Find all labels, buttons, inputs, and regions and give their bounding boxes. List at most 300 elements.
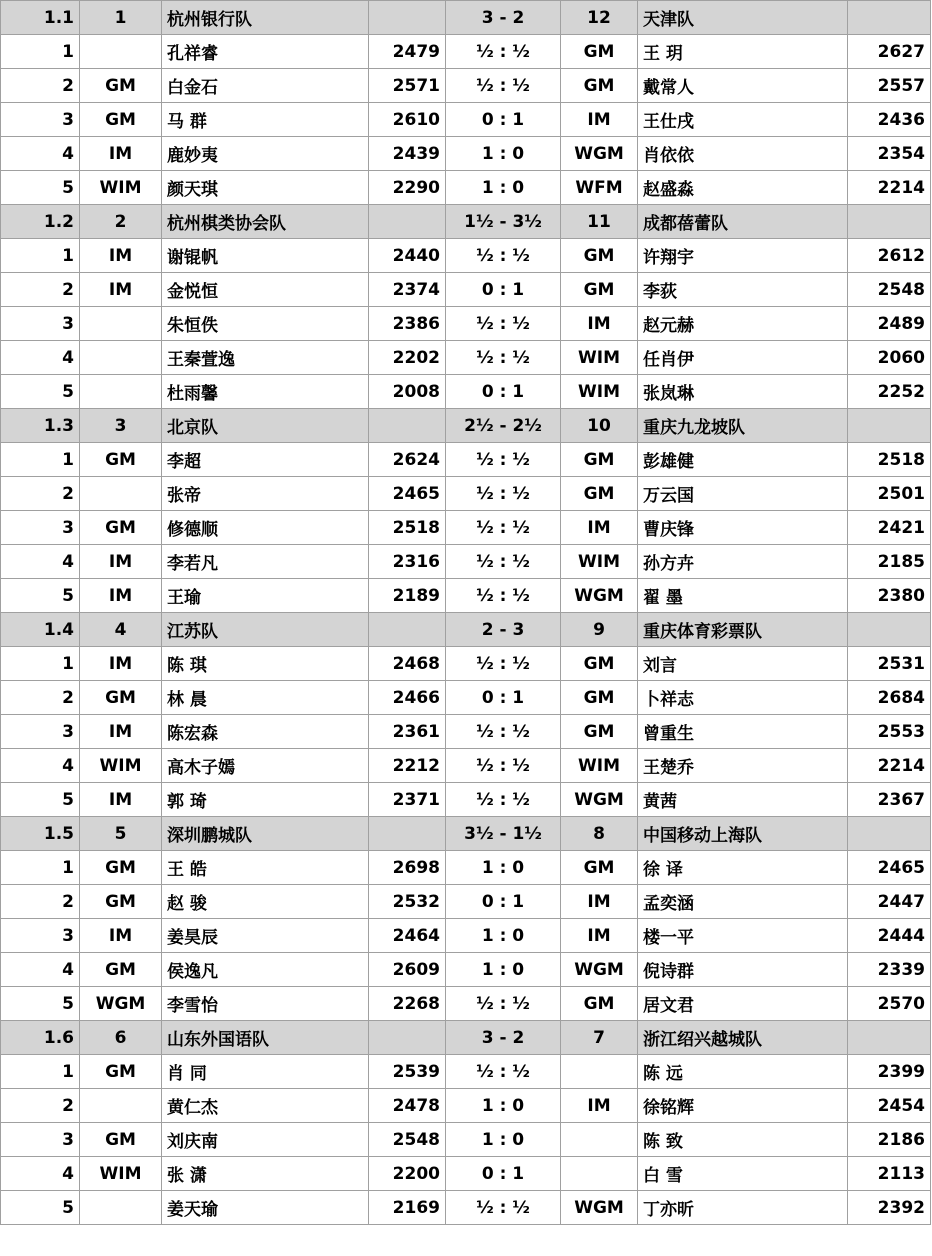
home-player-name: 张 潇 (162, 1157, 369, 1191)
away-player-rating: 2444 (848, 919, 931, 953)
home-player-name: 白金石 (162, 69, 369, 103)
match-number: 1.4 (1, 613, 80, 647)
home-player-title (80, 375, 162, 409)
game-result: ½ : ½ (446, 341, 561, 375)
away-player-title: WIM (561, 749, 638, 783)
board-row (1, 103, 931, 137)
away-player-title: GM (561, 443, 638, 477)
away-player-title: GM (561, 35, 638, 69)
home-player-title: GM (80, 1055, 162, 1089)
board-row (1, 69, 931, 103)
away-player-title: IM (561, 511, 638, 545)
home-team-name: 江苏队 (162, 613, 369, 647)
home-player-rating: 2479 (369, 35, 446, 69)
away-player-title (561, 1123, 638, 1157)
board-row (1, 783, 931, 817)
board-number: 1 (1, 239, 80, 273)
match-header-row (1, 205, 931, 239)
away-player-name: 许翔宇 (638, 239, 848, 273)
board-row (1, 681, 931, 715)
home-player-name: 杜雨馨 (162, 375, 369, 409)
home-player-title: WIM (80, 749, 162, 783)
game-result: ½ : ½ (446, 511, 561, 545)
board-row (1, 171, 931, 205)
home-player-rating: 2532 (369, 885, 446, 919)
home-player-name: 侯逸凡 (162, 953, 369, 987)
match-number: 1.3 (1, 409, 80, 443)
board-row (1, 885, 931, 919)
home-player-rating: 2548 (369, 1123, 446, 1157)
away-player-rating: 2436 (848, 103, 931, 137)
board-number: 3 (1, 919, 80, 953)
away-player-name: 孟奕涵 (638, 885, 848, 919)
away-player-rating: 2214 (848, 171, 931, 205)
home-player-name: 修德顺 (162, 511, 369, 545)
match-header-row (1, 613, 931, 647)
home-player-rating: 2189 (369, 579, 446, 613)
home-player-name: 颜天琪 (162, 171, 369, 205)
board-row (1, 953, 931, 987)
home-player-title: IM (80, 919, 162, 953)
game-result: ½ : ½ (446, 579, 561, 613)
home-player-rating: 2290 (369, 171, 446, 205)
board-number: 2 (1, 477, 80, 511)
board-number: 4 (1, 953, 80, 987)
away-player-rating: 2399 (848, 1055, 931, 1089)
board-number: 2 (1, 273, 80, 307)
board-number: 5 (1, 987, 80, 1021)
away-player-name: 陈 远 (638, 1055, 848, 1089)
home-player-title: GM (80, 443, 162, 477)
game-result: 0 : 1 (446, 885, 561, 919)
away-player-rating: 2214 (848, 749, 931, 783)
away-player-name: 丁亦昕 (638, 1191, 848, 1225)
away-player-name: 徐铭辉 (638, 1089, 848, 1123)
away-team-number: 9 (561, 613, 638, 647)
board-row (1, 137, 931, 171)
game-result: ½ : ½ (446, 647, 561, 681)
board-row (1, 35, 931, 69)
game-result: 0 : 1 (446, 681, 561, 715)
away-player-rating: 2380 (848, 579, 931, 613)
away-player-title: IM (561, 919, 638, 953)
away-player-rating: 2447 (848, 885, 931, 919)
away-player-title: WFM (561, 171, 638, 205)
home-team-number: 4 (80, 613, 162, 647)
board-number: 3 (1, 307, 80, 341)
game-result: ½ : ½ (446, 1055, 561, 1089)
away-team-name: 成都蓓蕾队 (638, 205, 848, 239)
away-player-name: 曾重生 (638, 715, 848, 749)
home-player-title: GM (80, 851, 162, 885)
away-player-title: GM (561, 477, 638, 511)
home-player-rating: 2008 (369, 375, 446, 409)
away-player-title: GM (561, 69, 638, 103)
away-team-name: 天津队 (638, 1, 848, 35)
board-number: 4 (1, 137, 80, 171)
away-player-rating: 2185 (848, 545, 931, 579)
home-player-name: 王秦萱逸 (162, 341, 369, 375)
match-score: 3½ - 1½ (446, 817, 561, 851)
home-player-rating: 2518 (369, 511, 446, 545)
home-player-name: 王瑜 (162, 579, 369, 613)
home-player-title: WIM (80, 1157, 162, 1191)
away-team-rating-empty (848, 1021, 931, 1055)
home-player-rating: 2571 (369, 69, 446, 103)
away-player-rating: 2186 (848, 1123, 931, 1157)
away-player-rating: 2060 (848, 341, 931, 375)
home-player-rating: 2361 (369, 715, 446, 749)
board-number: 5 (1, 783, 80, 817)
home-player-title: GM (80, 511, 162, 545)
board-number: 4 (1, 749, 80, 783)
board-number: 3 (1, 511, 80, 545)
game-result: 0 : 1 (446, 103, 561, 137)
home-team-name: 山东外国语队 (162, 1021, 369, 1055)
game-result: 1 : 0 (446, 1089, 561, 1123)
home-player-name: 陈 琪 (162, 647, 369, 681)
home-player-title (80, 307, 162, 341)
away-player-name: 白 雪 (638, 1157, 848, 1191)
away-player-name: 任肖伊 (638, 341, 848, 375)
home-team-name: 北京队 (162, 409, 369, 443)
game-result: 1 : 0 (446, 953, 561, 987)
board-row (1, 919, 931, 953)
home-player-name: 孔祥睿 (162, 35, 369, 69)
home-player-title (80, 1191, 162, 1225)
away-player-title: GM (561, 715, 638, 749)
away-player-title (561, 1157, 638, 1191)
away-team-number: 11 (561, 205, 638, 239)
board-number: 1 (1, 1055, 80, 1089)
away-player-name: 万云国 (638, 477, 848, 511)
game-result: 1 : 0 (446, 171, 561, 205)
board-row (1, 341, 931, 375)
board-row (1, 545, 931, 579)
away-player-title: WGM (561, 1191, 638, 1225)
away-player-name: 黄茜 (638, 783, 848, 817)
board-number: 3 (1, 715, 80, 749)
away-player-title: IM (561, 885, 638, 919)
away-player-name: 肖依依 (638, 137, 848, 171)
away-player-rating: 2501 (848, 477, 931, 511)
away-player-rating: 2354 (848, 137, 931, 171)
home-player-rating: 2698 (369, 851, 446, 885)
home-player-name: 李若凡 (162, 545, 369, 579)
away-player-name: 王楚乔 (638, 749, 848, 783)
away-player-name: 居文君 (638, 987, 848, 1021)
home-player-rating: 2202 (369, 341, 446, 375)
board-row (1, 1191, 931, 1225)
away-player-title: WGM (561, 579, 638, 613)
home-player-name: 谢锟帆 (162, 239, 369, 273)
home-player-rating: 2478 (369, 1089, 446, 1123)
home-player-title: IM (80, 579, 162, 613)
match-score: 1½ - 3½ (446, 205, 561, 239)
home-team-name: 杭州棋类协会队 (162, 205, 369, 239)
away-team-number: 8 (561, 817, 638, 851)
board-number: 1 (1, 851, 80, 885)
away-player-title: IM (561, 103, 638, 137)
home-player-name: 张帝 (162, 477, 369, 511)
home-team-name: 深圳鹏城队 (162, 817, 369, 851)
home-team-name: 杭州银行队 (162, 1, 369, 35)
board-row (1, 1055, 931, 1089)
home-player-title: GM (80, 681, 162, 715)
game-result: ½ : ½ (446, 545, 561, 579)
away-player-rating: 2392 (848, 1191, 931, 1225)
game-result: ½ : ½ (446, 239, 561, 273)
away-player-rating: 2557 (848, 69, 931, 103)
board-row (1, 851, 931, 885)
game-result: 1 : 0 (446, 137, 561, 171)
match-number: 1.2 (1, 205, 80, 239)
home-player-title: IM (80, 137, 162, 171)
away-team-name: 重庆体育彩票队 (638, 613, 848, 647)
game-result: ½ : ½ (446, 477, 561, 511)
home-team-number: 5 (80, 817, 162, 851)
board-row (1, 477, 931, 511)
game-result: 1 : 0 (446, 851, 561, 885)
board-number: 5 (1, 579, 80, 613)
away-player-name: 倪诗群 (638, 953, 848, 987)
board-row (1, 1123, 931, 1157)
home-player-rating: 2609 (369, 953, 446, 987)
home-player-rating: 2316 (369, 545, 446, 579)
board-number: 4 (1, 1157, 80, 1191)
home-player-name: 郭 琦 (162, 783, 369, 817)
away-player-name: 曹庆锋 (638, 511, 848, 545)
board-row (1, 987, 931, 1021)
game-result: 0 : 1 (446, 1157, 561, 1191)
home-team-rating-empty (369, 817, 446, 851)
away-player-name: 王仕戌 (638, 103, 848, 137)
match-score: 2 - 3 (446, 613, 561, 647)
home-player-name: 肖 同 (162, 1055, 369, 1089)
board-number: 1 (1, 35, 80, 69)
away-player-title: WIM (561, 341, 638, 375)
home-player-title (80, 35, 162, 69)
game-result: ½ : ½ (446, 987, 561, 1021)
away-player-name: 楼一平 (638, 919, 848, 953)
home-player-rating: 2169 (369, 1191, 446, 1225)
home-player-rating: 2440 (369, 239, 446, 273)
home-player-title: GM (80, 1123, 162, 1157)
home-player-rating: 2466 (369, 681, 446, 715)
match-number: 1.1 (1, 1, 80, 35)
home-player-rating: 2465 (369, 477, 446, 511)
away-team-name: 重庆九龙坡队 (638, 409, 848, 443)
home-player-name: 马 群 (162, 103, 369, 137)
home-player-name: 黄仁杰 (162, 1089, 369, 1123)
away-team-rating-empty (848, 409, 931, 443)
home-team-rating-empty (369, 1, 446, 35)
home-player-name: 朱恒佚 (162, 307, 369, 341)
home-player-title: IM (80, 647, 162, 681)
game-result: ½ : ½ (446, 443, 561, 477)
match-score: 3 - 2 (446, 1, 561, 35)
away-player-title: WGM (561, 783, 638, 817)
away-player-title: WIM (561, 545, 638, 579)
away-player-name: 李荻 (638, 273, 848, 307)
away-team-name: 中国移动上海队 (638, 817, 848, 851)
board-number: 5 (1, 171, 80, 205)
away-team-rating-empty (848, 1, 931, 35)
board-number: 5 (1, 1191, 80, 1225)
away-player-name: 卜祥志 (638, 681, 848, 715)
home-player-rating: 2268 (369, 987, 446, 1021)
game-result: 1 : 0 (446, 1123, 561, 1157)
board-row (1, 579, 931, 613)
board-number: 2 (1, 1089, 80, 1123)
away-player-rating: 2684 (848, 681, 931, 715)
game-result: 0 : 1 (446, 375, 561, 409)
away-player-name: 彭雄健 (638, 443, 848, 477)
board-row (1, 307, 931, 341)
home-team-number: 2 (80, 205, 162, 239)
board-row (1, 647, 931, 681)
board-row (1, 1157, 931, 1191)
away-player-rating: 2548 (848, 273, 931, 307)
away-player-name: 赵盛淼 (638, 171, 848, 205)
board-row (1, 511, 931, 545)
board-number: 4 (1, 341, 80, 375)
game-result: ½ : ½ (446, 35, 561, 69)
away-player-name: 翟 墨 (638, 579, 848, 613)
home-player-title (80, 477, 162, 511)
home-player-rating: 2371 (369, 783, 446, 817)
home-player-rating: 2610 (369, 103, 446, 137)
board-number: 4 (1, 545, 80, 579)
away-team-rating-empty (848, 613, 931, 647)
away-player-rating: 2113 (848, 1157, 931, 1191)
board-number: 3 (1, 103, 80, 137)
away-player-name: 王 玥 (638, 35, 848, 69)
board-number: 2 (1, 681, 80, 715)
away-player-rating: 2518 (848, 443, 931, 477)
home-player-title: IM (80, 715, 162, 749)
home-player-name: 李雪怡 (162, 987, 369, 1021)
home-player-name: 王 皓 (162, 851, 369, 885)
away-player-name: 张岚琳 (638, 375, 848, 409)
board-row (1, 443, 931, 477)
away-player-title: IM (561, 307, 638, 341)
away-player-name: 戴常人 (638, 69, 848, 103)
home-player-name: 姜昊辰 (162, 919, 369, 953)
away-player-title: GM (561, 239, 638, 273)
away-player-rating: 2339 (848, 953, 931, 987)
home-player-title: GM (80, 69, 162, 103)
home-player-title: IM (80, 239, 162, 273)
home-team-number: 3 (80, 409, 162, 443)
home-team-number: 1 (80, 1, 162, 35)
game-result: ½ : ½ (446, 783, 561, 817)
home-player-title: WIM (80, 171, 162, 205)
home-player-rating: 2200 (369, 1157, 446, 1191)
home-team-number: 6 (80, 1021, 162, 1055)
home-player-title: GM (80, 103, 162, 137)
home-player-name: 金悦恒 (162, 273, 369, 307)
match-header-row (1, 817, 931, 851)
match-score: 3 - 2 (446, 1021, 561, 1055)
away-player-title: IM (561, 1089, 638, 1123)
match-header-row (1, 409, 931, 443)
home-player-name: 赵 骏 (162, 885, 369, 919)
away-player-rating: 2553 (848, 715, 931, 749)
away-player-title: GM (561, 681, 638, 715)
away-player-rating: 2627 (848, 35, 931, 69)
away-player-rating: 2489 (848, 307, 931, 341)
away-player-title (561, 1055, 638, 1089)
home-player-rating: 2539 (369, 1055, 446, 1089)
away-player-name: 徐 译 (638, 851, 848, 885)
board-number: 1 (1, 443, 80, 477)
home-player-rating: 2212 (369, 749, 446, 783)
home-player-title: IM (80, 273, 162, 307)
home-player-name: 李超 (162, 443, 369, 477)
board-row (1, 1089, 931, 1123)
away-player-title: WGM (561, 953, 638, 987)
away-player-rating: 2421 (848, 511, 931, 545)
home-player-rating: 2468 (369, 647, 446, 681)
home-player-name: 高木子嫣 (162, 749, 369, 783)
away-player-rating: 2252 (848, 375, 931, 409)
away-player-title: WGM (561, 137, 638, 171)
home-team-rating-empty (369, 613, 446, 647)
home-player-name: 姜天瑜 (162, 1191, 369, 1225)
board-number: 1 (1, 647, 80, 681)
away-player-title: GM (561, 647, 638, 681)
away-player-title: GM (561, 987, 638, 1021)
away-player-rating: 2612 (848, 239, 931, 273)
away-player-rating: 2367 (848, 783, 931, 817)
away-team-rating-empty (848, 205, 931, 239)
away-team-number: 10 (561, 409, 638, 443)
home-player-title: GM (80, 953, 162, 987)
home-player-rating: 2439 (369, 137, 446, 171)
game-result: ½ : ½ (446, 307, 561, 341)
match-number: 1.5 (1, 817, 80, 851)
board-row (1, 715, 931, 749)
home-player-title (80, 1089, 162, 1123)
home-player-name: 刘庆南 (162, 1123, 369, 1157)
home-player-rating: 2464 (369, 919, 446, 953)
away-player-title: GM (561, 851, 638, 885)
game-result: 0 : 1 (446, 273, 561, 307)
board-row (1, 273, 931, 307)
home-player-rating: 2374 (369, 273, 446, 307)
home-player-rating: 2386 (369, 307, 446, 341)
match-score: 2½ - 2½ (446, 409, 561, 443)
board-number: 2 (1, 69, 80, 103)
home-team-rating-empty (369, 205, 446, 239)
away-player-rating: 2570 (848, 987, 931, 1021)
away-team-number: 12 (561, 1, 638, 35)
away-player-rating: 2454 (848, 1089, 931, 1123)
game-result: ½ : ½ (446, 715, 561, 749)
home-player-name: 鹿妙夷 (162, 137, 369, 171)
home-player-title (80, 341, 162, 375)
away-player-rating: 2531 (848, 647, 931, 681)
board-number: 5 (1, 375, 80, 409)
game-result: 1 : 0 (446, 919, 561, 953)
game-result: ½ : ½ (446, 749, 561, 783)
match-header-row (1, 1, 931, 35)
away-player-name: 赵元赫 (638, 307, 848, 341)
away-player-name: 陈 致 (638, 1123, 848, 1157)
away-player-name: 刘言 (638, 647, 848, 681)
game-result: ½ : ½ (446, 1191, 561, 1225)
